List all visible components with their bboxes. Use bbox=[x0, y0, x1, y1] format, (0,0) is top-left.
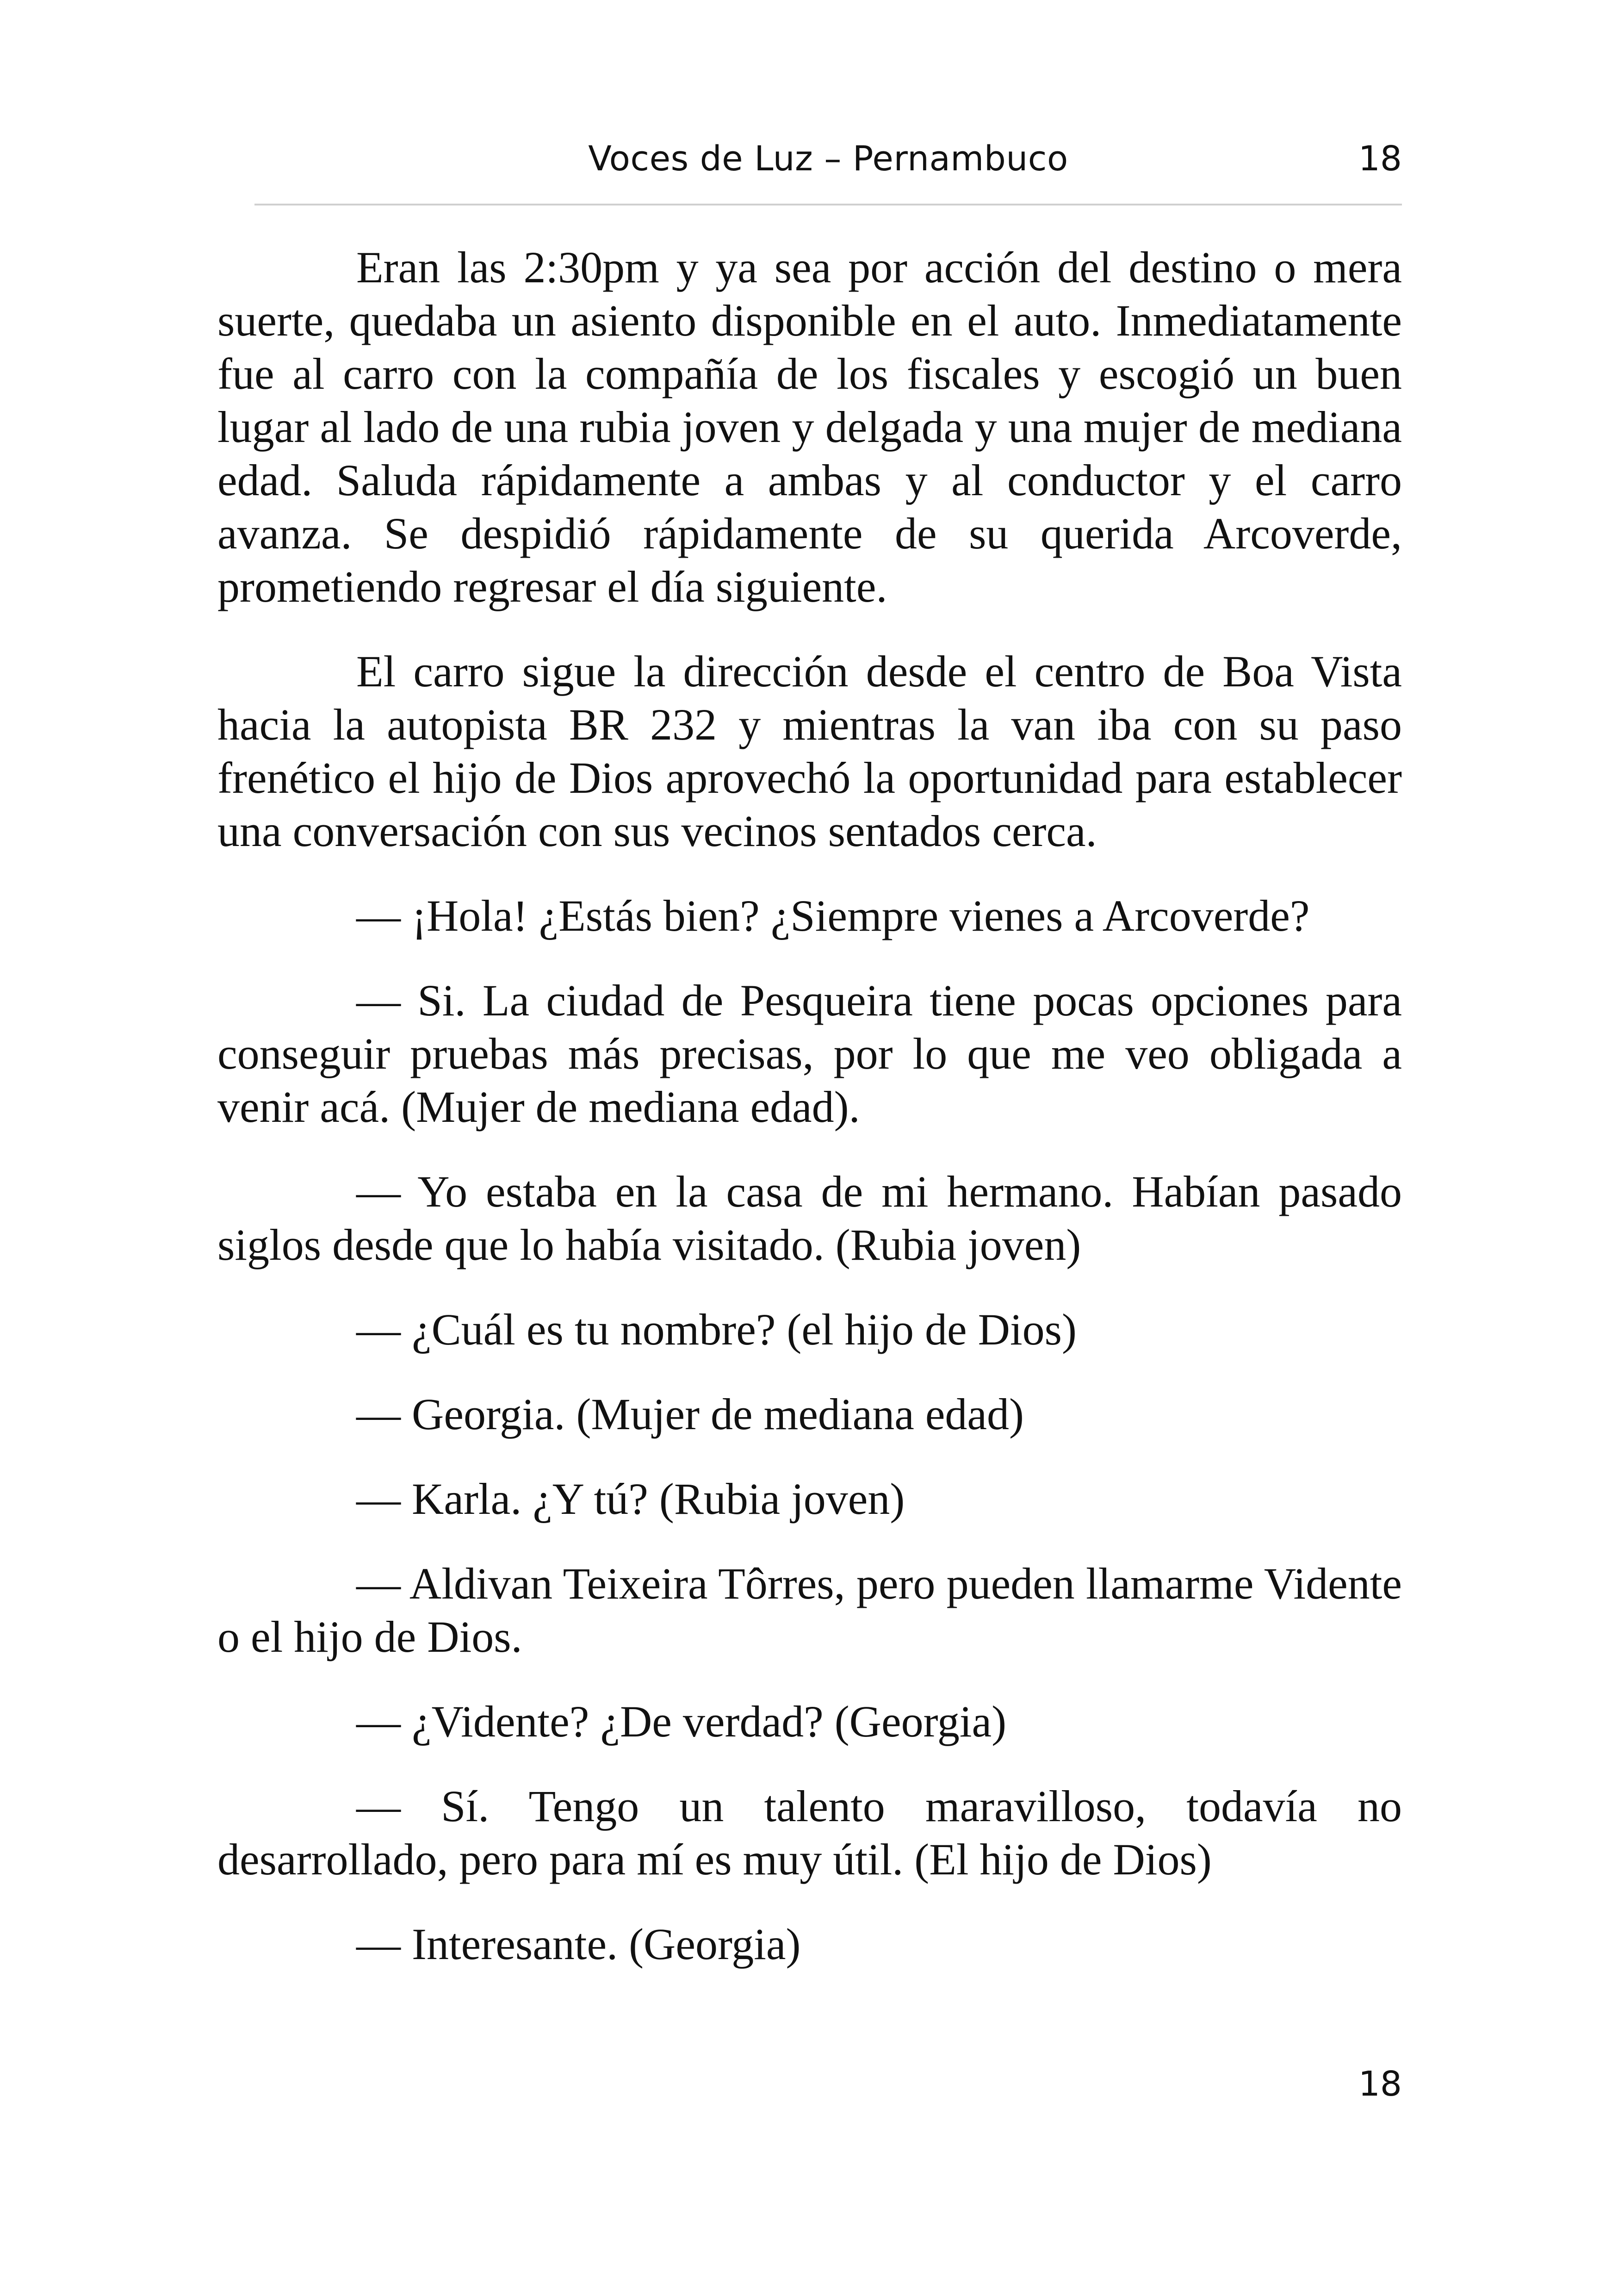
dialogue-line: — ¿Cuál es tu nombre? (el hijo de Dios) bbox=[356, 1305, 1077, 1354]
paragraph: El carro sigue la dirección desde el centro de Boa Vista hacia la autopista BR 232 y mientras la van iba con su paso frenético el hijo de Dios aprovechó la oportunidad para establecer una conversación con sus vecinos sentados cerca. bbox=[217, 647, 1402, 856]
paragraph: Eran las 2:30pm y ya sea por acción del destino o mera suerte, quedaba un asiento disponible en el auto. Inmediatamente fue al carro con la compañía de los fiscales y escogió un buen lugar al lado de una rubia joven y delgada y una mujer de mediana edad. Saluda rápidamente a ambas y al conductor y el carro avanza. Se despidió rápidamente de su querida Arcoverde, prometiendo regresar el día siguiente. bbox=[217, 243, 1402, 611]
dialogue-line: — ¡Hola! ¿Estás bien? ¿Siempre vienes a Arcoverde? bbox=[356, 891, 1310, 940]
header-page-number: 18 bbox=[1358, 139, 1402, 179]
dialogue-line: — Georgia. (Mujer de mediana edad) bbox=[356, 1389, 1024, 1439]
dialogue-line: — Interesante. (Georgia) bbox=[356, 1919, 801, 1969]
running-header bbox=[254, 134, 1402, 205]
book-title-header: Voces de Luz – Pernambuco bbox=[588, 139, 1068, 179]
footer-page-number: 18 bbox=[1358, 2064, 1402, 2104]
page-body bbox=[217, 241, 1402, 2002]
dialogue-line: — Yo estaba en la casa de mi hermano. Habían pasado siglos desde que lo había visitado. (Rubia joven) bbox=[217, 1167, 1402, 1269]
dialogue-line: — ¿Vidente? ¿De verdad? (Georgia) bbox=[356, 1697, 1007, 1746]
dialogue-line: — Sí. Tengo un talento maravilloso, todavía no desarrollado, pero para mí es muy útil. (El hijo de Dios) bbox=[217, 1781, 1402, 1884]
dialogue-line: — Karla. ¿Y tú? (Rubia joven) bbox=[356, 1474, 905, 1524]
dialogue-line: — Aldivan Teixeira Tôrres, pero pueden llamarme Vidente o el hijo de Dios. bbox=[217, 1559, 1402, 1661]
dialogue-line: — Si. La ciudad de Pesqueira tiene pocas opciones para conseguir pruebas más precisas, por lo que me veo obligada a venir acá. (Mujer de mediana edad). bbox=[217, 976, 1402, 1132]
